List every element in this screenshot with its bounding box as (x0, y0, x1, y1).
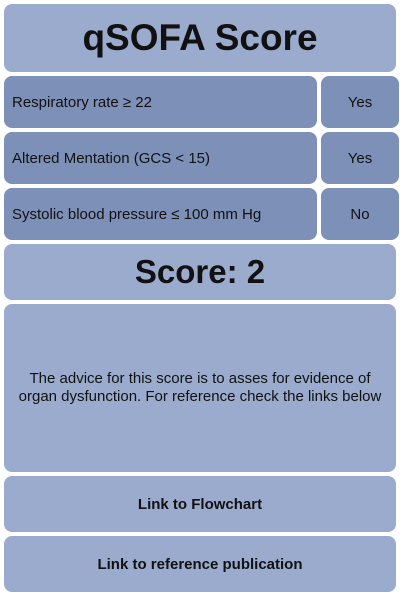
flowchart-link-button[interactable]: Link to Flowchart (4, 476, 396, 532)
criterion-altered-mentation-label: Altered Mentation (GCS < 15) (4, 132, 317, 184)
criterion-systolic-bp-label: Systolic blood pressure ≤ 100 mm Hg (4, 188, 317, 240)
reference-publication-link-button[interactable]: Link to reference publication (4, 536, 396, 592)
criterion-systolic-bp-answer[interactable]: No (321, 188, 399, 240)
criterion-altered-mentation-answer[interactable]: Yes (321, 132, 399, 184)
criterion-respiratory-rate-answer[interactable]: Yes (321, 76, 399, 128)
page-title: qSOFA Score (4, 4, 396, 72)
score-display: Score: 2 (4, 244, 396, 300)
advice-text: The advice for this score is to asses for evidence of organ dysfunction. For reference check the links below (4, 304, 396, 472)
criterion-respiratory-rate-label: Respiratory rate ≥ 22 (4, 76, 317, 128)
